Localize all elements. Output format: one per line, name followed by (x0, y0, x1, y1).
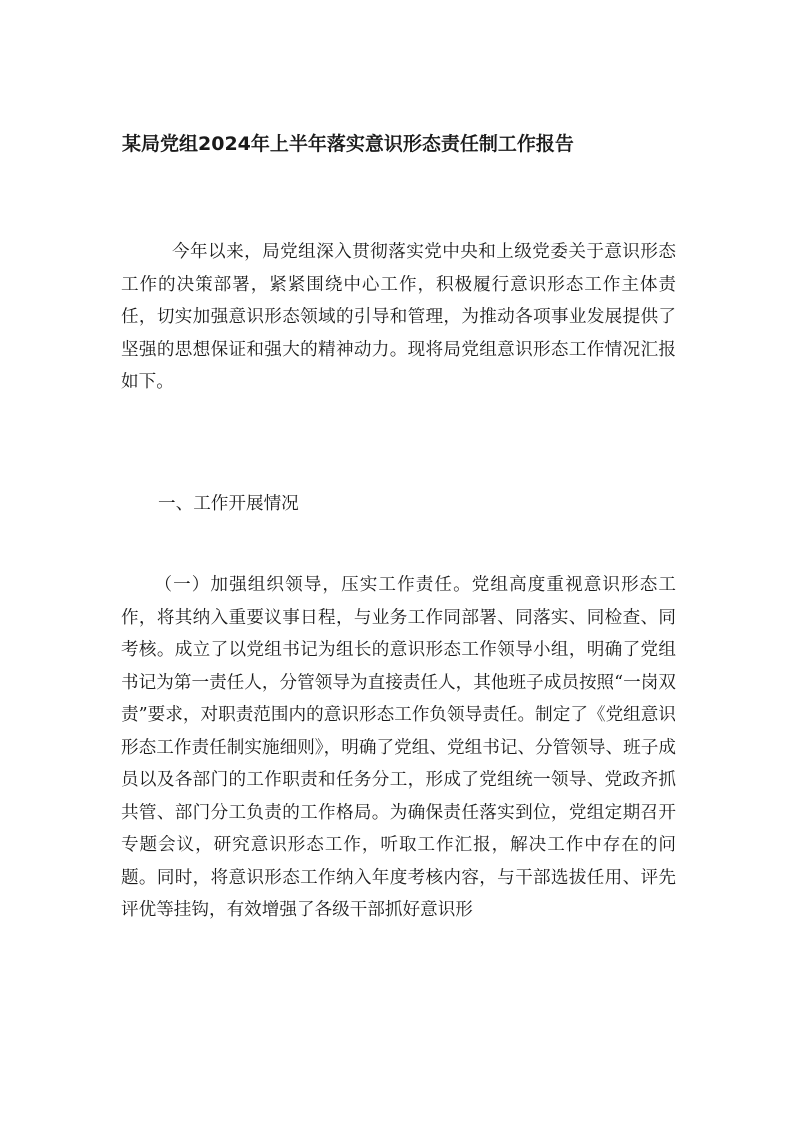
document-title: 某局党组2024年上半年落实意识形态责任制工作报告 (122, 133, 574, 155)
body-paragraph: （一）加强组织领导，压实工作责任。党组高度重视意识形态工作，将其纳入重要议事日程，与业务工作同部署、同落实、同检查、同考核。成立了以党组书记为组长的意识形态工作领导小组，明确了党组书记为第一责任人，分管领导为直接责任人，其他班子成员按照“一岗双责”要求，对职责范围内的意识形态工作负领导责任。制定了《党组意识形态工作责任制实施细则》，明确了党组、党组书记、分管领导、班子成员以及各部门的工作职责和任务分工，形成了党组统一领导、党政齐抓共管、部门分工负责的工作格局。为确保责任落实到位，党组定期召开专题会议，研究意识形态工作，听取工作汇报，解决工作中存在的问题。同时，将意识形态工作纳入年度考核内容，与干部选拔任用、评先评优等挂钩，有效增强了各级干部抓好意识形 (121, 575, 676, 920)
intro-paragraph: 今年以来，局党组深入贯彻落实党中央和上级党委关于意识形态工作的决策部署，紧紧围绕中心工作，积极履行意识形态工作主体责任，切实加强意识形态领域的引导和管理，为推动各项事业发展提供了坚强的思想保证和强大的精神动力。现将局党组意识形态工作情况汇报如下。 (121, 242, 676, 392)
section-heading: 一、工作开展情况 (158, 494, 299, 514)
